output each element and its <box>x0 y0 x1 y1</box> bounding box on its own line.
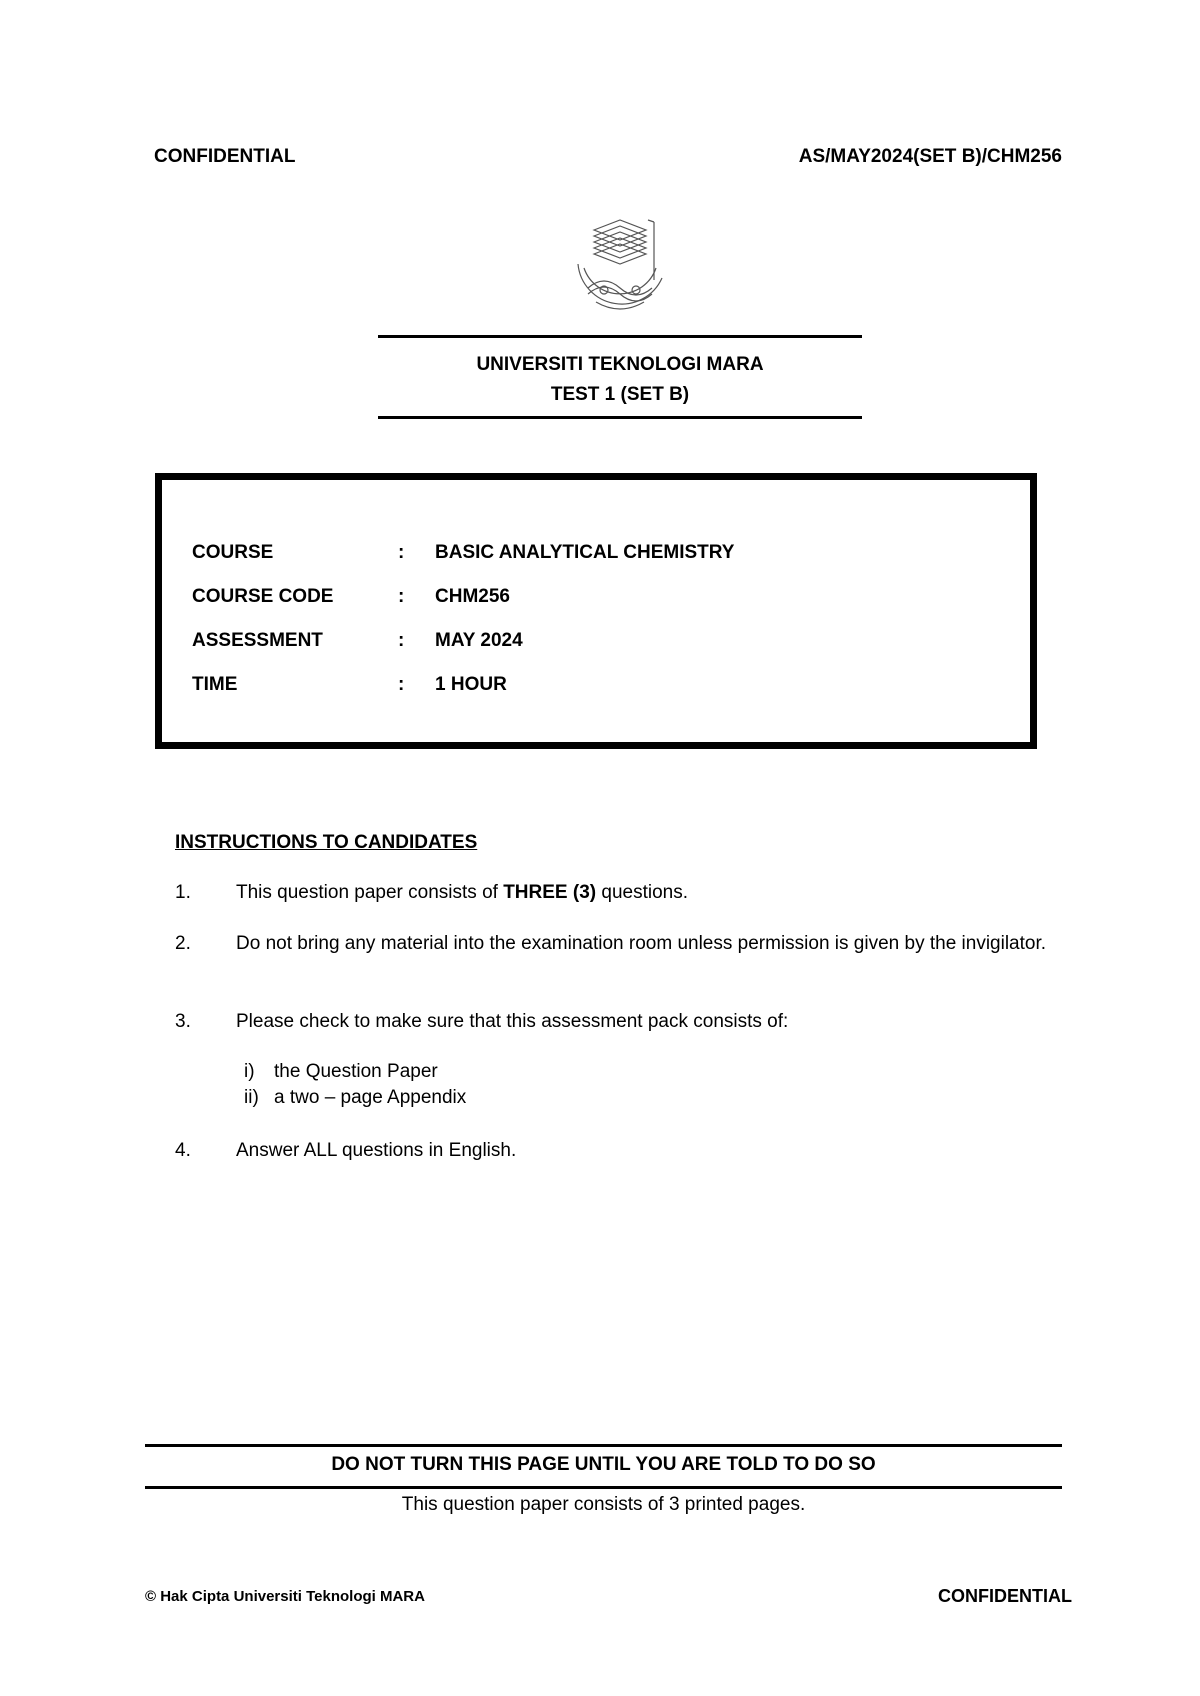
course-code-row <box>192 586 510 608</box>
copyright-notice: © Hak Cipta Universiti Teknologi MARA <box>145 1588 425 1605</box>
course-code-value: CHM256 <box>435 586 510 607</box>
instruction-number: 4. <box>175 1140 191 1161</box>
assessment-row <box>192 630 523 652</box>
header-confidential: CONFIDENTIAL <box>154 146 296 167</box>
instruction-text-part: questions. <box>596 882 689 903</box>
instruction-item <box>175 880 1071 906</box>
footer-confidential: CONFIDENTIAL <box>938 1586 1072 1606</box>
do-not-turn-warning: DO NOT TURN THIS PAGE UNTIL YOU ARE TOLD TO DO SO <box>331 1454 876 1475</box>
course-colon: : <box>398 542 405 563</box>
instruction-text: Do not bring any material into the examination room unless permission is given by the invigilator. <box>236 933 1047 954</box>
instructions-heading: INSTRUCTIONS TO CANDIDATES <box>175 832 478 853</box>
instruction-number: 1. <box>175 882 191 903</box>
test-title: TEST 1 (SET B) <box>550 384 690 405</box>
assessment-label: ASSESSMENT <box>192 630 323 651</box>
assessment-value: MAY 2024 <box>435 630 523 651</box>
course-code-label: COURSE CODE <box>192 586 334 607</box>
time-colon: : <box>398 674 405 695</box>
instruction-text-part: This question paper consists of <box>236 882 504 903</box>
pack-item <box>244 1059 438 1084</box>
pack-item-text: a two – page Appendix <box>274 1087 467 1108</box>
course-code-colon: : <box>398 586 405 607</box>
title-rule-top <box>378 335 862 338</box>
university-name: UNIVERSITI TEKNOLOGI MARA <box>476 354 764 375</box>
title-rule-bottom <box>378 416 862 419</box>
header-ref-code: AS/MAY2024(SET B)/CHM256 <box>798 146 1062 167</box>
university-crest-icon <box>574 218 666 326</box>
course-info-box <box>155 473 1037 749</box>
pack-item-number: ii) <box>244 1087 259 1108</box>
instruction-text-bold: THREE (3) <box>503 882 597 903</box>
time-row <box>192 674 507 696</box>
pack-item-text: the Question Paper <box>274 1061 438 1082</box>
instruction-item <box>175 1138 1071 1164</box>
instruction-text <box>236 880 1071 906</box>
course-label: COURSE <box>192 542 274 563</box>
instruction-item <box>175 931 1071 957</box>
assessment-colon: : <box>398 630 405 651</box>
instruction-text: Answer ALL questions in English. <box>236 1140 517 1161</box>
course-row <box>192 542 734 564</box>
pack-item <box>244 1085 466 1110</box>
printed-pages-note: This question paper consists of 3 printed pages. <box>401 1494 806 1515</box>
notice-rule-bottom <box>145 1486 1062 1489</box>
time-label: TIME <box>192 674 238 695</box>
course-value: BASIC ANALYTICAL CHEMISTRY <box>435 542 735 563</box>
instruction-number: 3. <box>175 1011 191 1032</box>
pack-item-number: i) <box>244 1061 255 1082</box>
notice-rule-top <box>145 1444 1062 1447</box>
instruction-item <box>175 1009 1071 1035</box>
title-block <box>378 350 862 410</box>
instruction-text: Please check to make sure that this assessment pack consists of: <box>236 1011 789 1032</box>
instruction-number: 2. <box>175 933 191 954</box>
time-value: 1 HOUR <box>435 674 507 695</box>
